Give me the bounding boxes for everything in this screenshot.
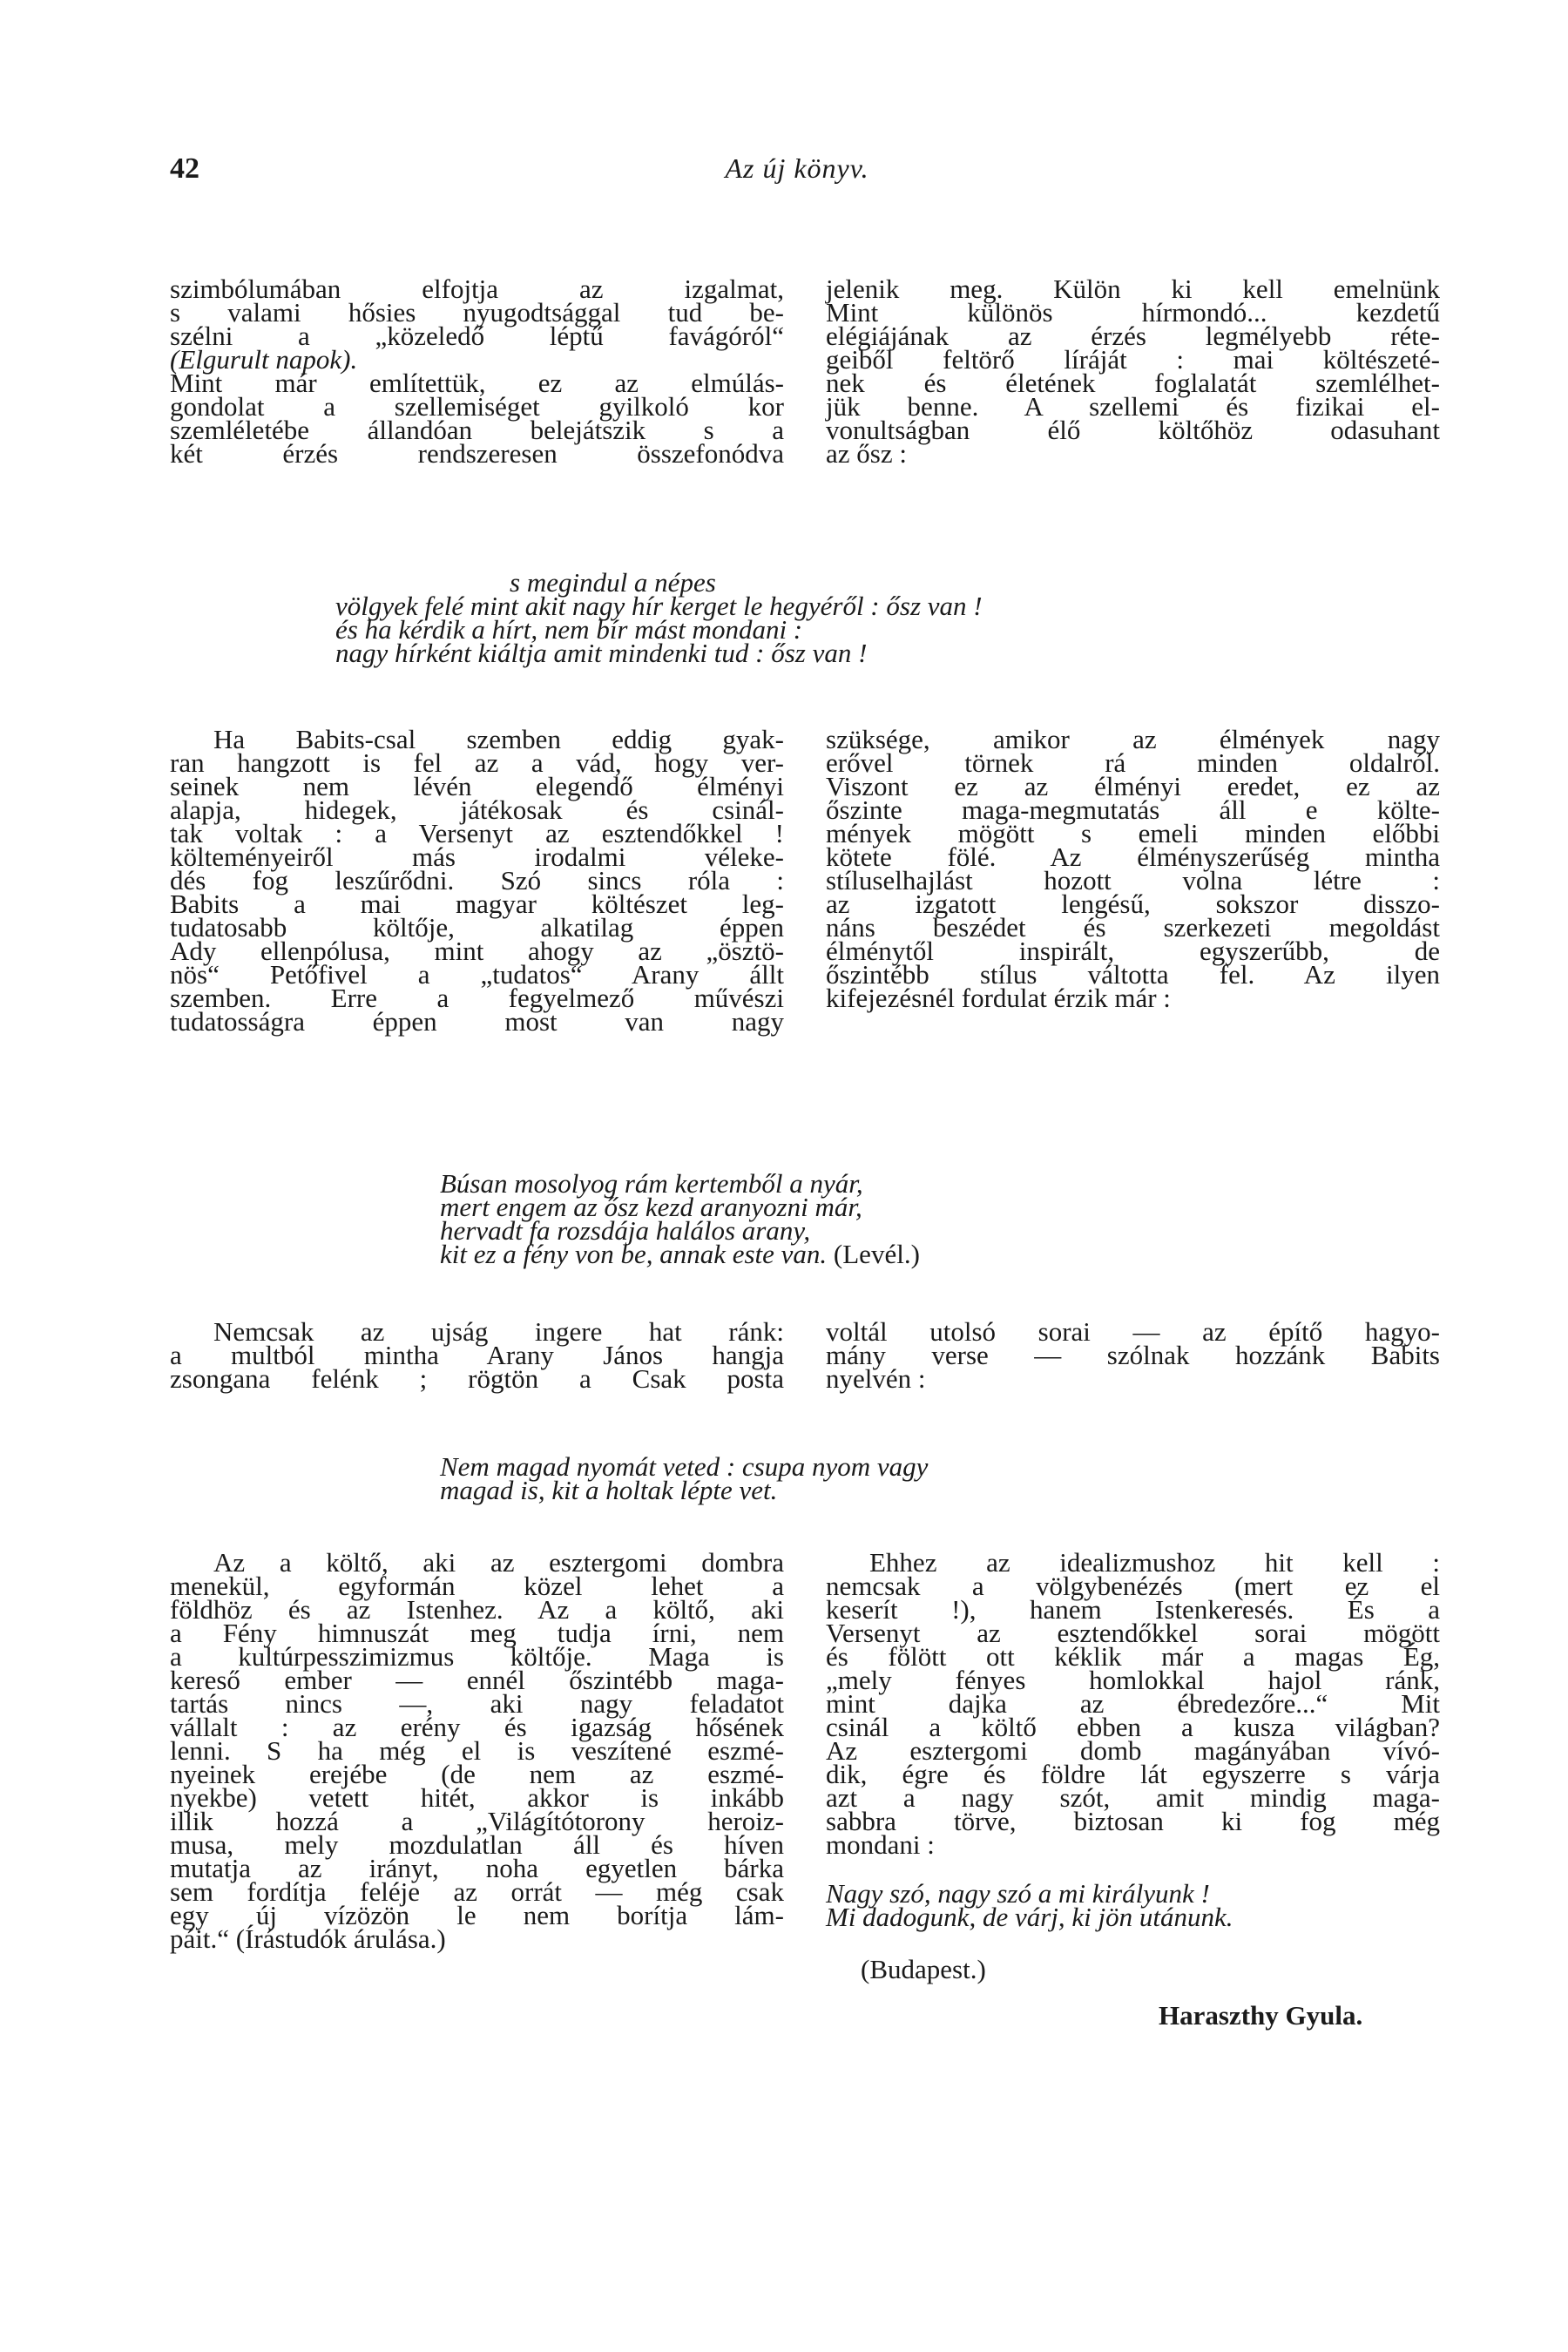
text-line: őszintébb stílus váltotta fel. Az ilyen bbox=[826, 959, 1440, 990]
poem-line: Nem magad nyomát veted : csupa nyom vagy bbox=[440, 1451, 929, 1482]
text-line: költeményeiről más irodalmi véleke- bbox=[170, 841, 784, 872]
text-line: zsongana felénk ; rögtön a Csak posta bbox=[170, 1363, 784, 1394]
poem-source: (Levél.) bbox=[833, 1239, 920, 1269]
text-line: tak voltak : a Versenyt az esztendőkkel ! bbox=[170, 818, 784, 848]
text-line: s valami hősies nyugodtsággal tud be- bbox=[170, 297, 784, 328]
text-line: mények mögött s emeli minden előbbi bbox=[826, 818, 1440, 848]
text-line: erővel törnek rá minden oldalról. bbox=[826, 747, 1440, 778]
text-line: azt a nagy szót, amit mindig maga- bbox=[826, 1782, 1440, 1813]
text-line: Az a költő, aki az esztergomi dombra bbox=[213, 1547, 784, 1578]
text-line: az ősz : bbox=[826, 438, 907, 469]
text-line: a kultúrpesszimizmus költője. Maga is bbox=[170, 1641, 784, 1672]
text-line: szemben. Erre a fegyelmező művészi bbox=[170, 983, 784, 1013]
text-line: musa, mely mozdulatlan áll és híven bbox=[170, 1829, 784, 1860]
text-line: dik, égre és földre lát egyszerre s várja bbox=[826, 1759, 1440, 1789]
text-line: sabbra törve, biztosan ki fog még bbox=[826, 1806, 1440, 1836]
text-line: páit.“ (Írástudók árulása.) bbox=[170, 1923, 446, 1954]
poem-line: hervadt fa rozsdája halálos arany, bbox=[440, 1215, 811, 1246]
text-line: ran hangzott is fel az a vád, hogy ver- bbox=[170, 747, 784, 778]
section1-right-column bbox=[826, 274, 1440, 469]
text-line: gondolat a szellemiséget gyilkoló kor bbox=[170, 391, 784, 422]
section4-right-column bbox=[826, 1547, 1440, 1860]
running-title: Az új könyv. bbox=[725, 152, 869, 184]
text-line: tartás nincs —, aki nagy feladatot bbox=[170, 1688, 784, 1719]
poem-great-word bbox=[826, 1878, 1479, 1932]
text-line: nemcsak a völgybenézés (mert ez el bbox=[826, 1571, 1440, 1601]
poem-line bbox=[440, 1239, 1224, 1269]
poem-line: és ha kérdik a hírt, nem bír mást mondani : bbox=[335, 614, 803, 645]
text-line: Viszont ez az élményi eredet, ez az bbox=[826, 771, 1440, 801]
poem-line: Mi dadogunk, de várj, ki jön utánunk. bbox=[826, 1902, 1233, 1932]
text-line: lenni. S ha még el is veszítené eszmé- bbox=[170, 1735, 784, 1766]
poem-line: nagy hírként kiáltja amit mindenki tud : ősz van ! bbox=[335, 638, 868, 668]
section2-right-column bbox=[826, 724, 1440, 1013]
section2-left-column bbox=[170, 724, 784, 1037]
text-line: szimbólumában elfojtja az izgalmat, bbox=[170, 274, 784, 304]
page-header bbox=[170, 152, 1424, 196]
text-line: mondani : bbox=[826, 1829, 935, 1860]
text-line: a multból mintha Arany János hangja bbox=[170, 1340, 784, 1370]
poem-line: Nagy szó, nagy szó a mi királyunk ! bbox=[826, 1878, 1210, 1909]
text-line: menekül, egyformán közel lehet a bbox=[170, 1571, 784, 1601]
section3-right-column bbox=[826, 1316, 1440, 1394]
poem-trace bbox=[440, 1451, 1224, 1505]
text-line: jük benne. A szellemi és fizikai el- bbox=[826, 391, 1440, 422]
text-line: náns beszédet és szerkezeti megoldást bbox=[826, 912, 1440, 943]
text-line: dés fog leszűrődni. Szó sincs róla : bbox=[170, 865, 784, 896]
text-line: szemléletébe állandóan belejátszik s a bbox=[170, 415, 784, 445]
text-line: seinek nem lévén elegendő élményi bbox=[170, 771, 784, 801]
text-line: Mint már említettük, ez az elmúlás- bbox=[170, 368, 784, 398]
text-line: egy új vízözön le nem borítja lám- bbox=[170, 1900, 784, 1930]
text-line: geiből feltörő líráját : mai költészeté- bbox=[826, 344, 1440, 375]
text-line: szüksége, amikor az élmények nagy bbox=[826, 724, 1440, 754]
text-line: vonultságban élő költőhöz odasuhant bbox=[826, 415, 1440, 445]
text-line: keserít !), hanem Istenkeresés. És a bbox=[826, 1594, 1440, 1625]
text-line: a Fény himnuszát meg tudja írni, nem bbox=[170, 1618, 784, 1648]
text-line: Ady ellenpólusa, mint ahogy az „ösztö- bbox=[170, 936, 784, 966]
text-line: nös“ Petőfivel a „tudatos“ Arany állt bbox=[170, 959, 784, 990]
text-line: Nemcsak az ujság ingere hat ránk: bbox=[213, 1316, 784, 1347]
text-line: mint dajka az ébredezőre...“ Mit bbox=[826, 1688, 1440, 1719]
text-line: két érzés rendszeresen összefonódva bbox=[170, 438, 784, 469]
text-line: csinál a költő ebben a kusza világban? bbox=[826, 1712, 1440, 1742]
poem-line: völgyek felé mint akit nagy hír kerget le hegyéről : ősz van ! bbox=[335, 591, 983, 621]
text-line: illik hozzá a „Világítótorony heroiz- bbox=[170, 1806, 784, 1836]
text-line: őszinte maga-megmutatás áll e költe- bbox=[826, 794, 1440, 825]
text-line: és fölött ott kéklik már a magas Ég, bbox=[826, 1641, 1440, 1672]
text-line: elégiájának az érzés legmélyebb réte- bbox=[826, 321, 1440, 351]
section4-left-column bbox=[170, 1547, 784, 1954]
text-line: vállalt : az erény és igazság hősének bbox=[170, 1712, 784, 1742]
poem-line: mert engem az ősz kezd aranyozni már, bbox=[440, 1192, 862, 1222]
author-signature: Haraszthy Gyula. bbox=[1159, 2000, 1363, 2031]
text-line: alapja, hidegek, játékosak és csinál- bbox=[170, 794, 784, 825]
text-line: jelenik meg. Külön ki kell emelnünk bbox=[826, 274, 1440, 304]
text-line: Az esztergomi domb magányában vívó- bbox=[826, 1735, 1440, 1766]
text-line: voltál utolsó sorai — az építő hagyo- bbox=[826, 1316, 1440, 1347]
text-line: élménytől inspirált, egyszerűbb, de bbox=[826, 936, 1440, 966]
page-number: 42 bbox=[170, 152, 199, 185]
text-line: földhöz és az Istenhez. Az a költő, aki bbox=[170, 1594, 784, 1625]
poem-line: Búsan mosolyog rám kertemből a nyár, bbox=[440, 1168, 863, 1199]
text-line: „mely fényes homlokkal hajol ránk, bbox=[826, 1665, 1440, 1695]
text-line: Versenyt az esztendőkkel sorai mögött bbox=[826, 1618, 1440, 1648]
text-line: Ehhez az idealizmushoz hit kell : bbox=[869, 1547, 1440, 1578]
text-line: mutatja az irányt, noha egyetlen bárka bbox=[170, 1853, 784, 1883]
poem-line-text: kit ez a fény von be, annak este van. bbox=[440, 1239, 828, 1269]
text-line: Mint különös hírmondó... kezdetű bbox=[826, 297, 1440, 328]
poem-letter bbox=[440, 1168, 1224, 1269]
place-note: (Budapest.) bbox=[861, 1954, 986, 1984]
text-line: mány verse — szólnak hozzánk Babits bbox=[826, 1340, 1440, 1370]
poem-line: s megindul a népes bbox=[510, 567, 716, 598]
text-line: kötete fölé. Az élményszerűség mintha bbox=[826, 841, 1440, 872]
section1-left-column bbox=[170, 274, 784, 469]
text-line: kifejezésnél fordulat érzik már : bbox=[826, 983, 1171, 1013]
text-line: nek és életének foglalatát szemlélhet- bbox=[826, 368, 1440, 398]
text-line: nyelvén : bbox=[826, 1363, 926, 1394]
poem-line: magad is, kit a holtak lépte vet. bbox=[440, 1475, 778, 1505]
poem-autumn bbox=[335, 567, 1206, 668]
text-line: (Elgurult napok). bbox=[170, 344, 358, 375]
text-line: tudatosságra éppen most van nagy bbox=[170, 1006, 784, 1037]
text-line: kereső ember — ennél őszintébb maga- bbox=[170, 1665, 784, 1695]
text-line: az izgatott lengésű, sokszor disszo- bbox=[826, 889, 1440, 919]
text-line: nyeinek erejébe (de nem az eszmé- bbox=[170, 1759, 784, 1789]
text-line: tudatosabb költője, alkatilag éppen bbox=[170, 912, 784, 943]
section3-left-column bbox=[170, 1316, 784, 1394]
text-line: stíluselhajlást hozott volna létre : bbox=[826, 865, 1440, 896]
text-line: nyekbe) vetett hitét, akkor is inkább bbox=[170, 1782, 784, 1813]
text-line: szélni a „közeledő léptű favágóról“ bbox=[170, 321, 784, 351]
text-line: Babits a mai magyar költészet leg- bbox=[170, 889, 784, 919]
text-line: sem fordítja feléje az orrát — még csak bbox=[170, 1876, 784, 1907]
text-line: Ha Babits-csal szemben eddig gyak- bbox=[213, 724, 784, 754]
